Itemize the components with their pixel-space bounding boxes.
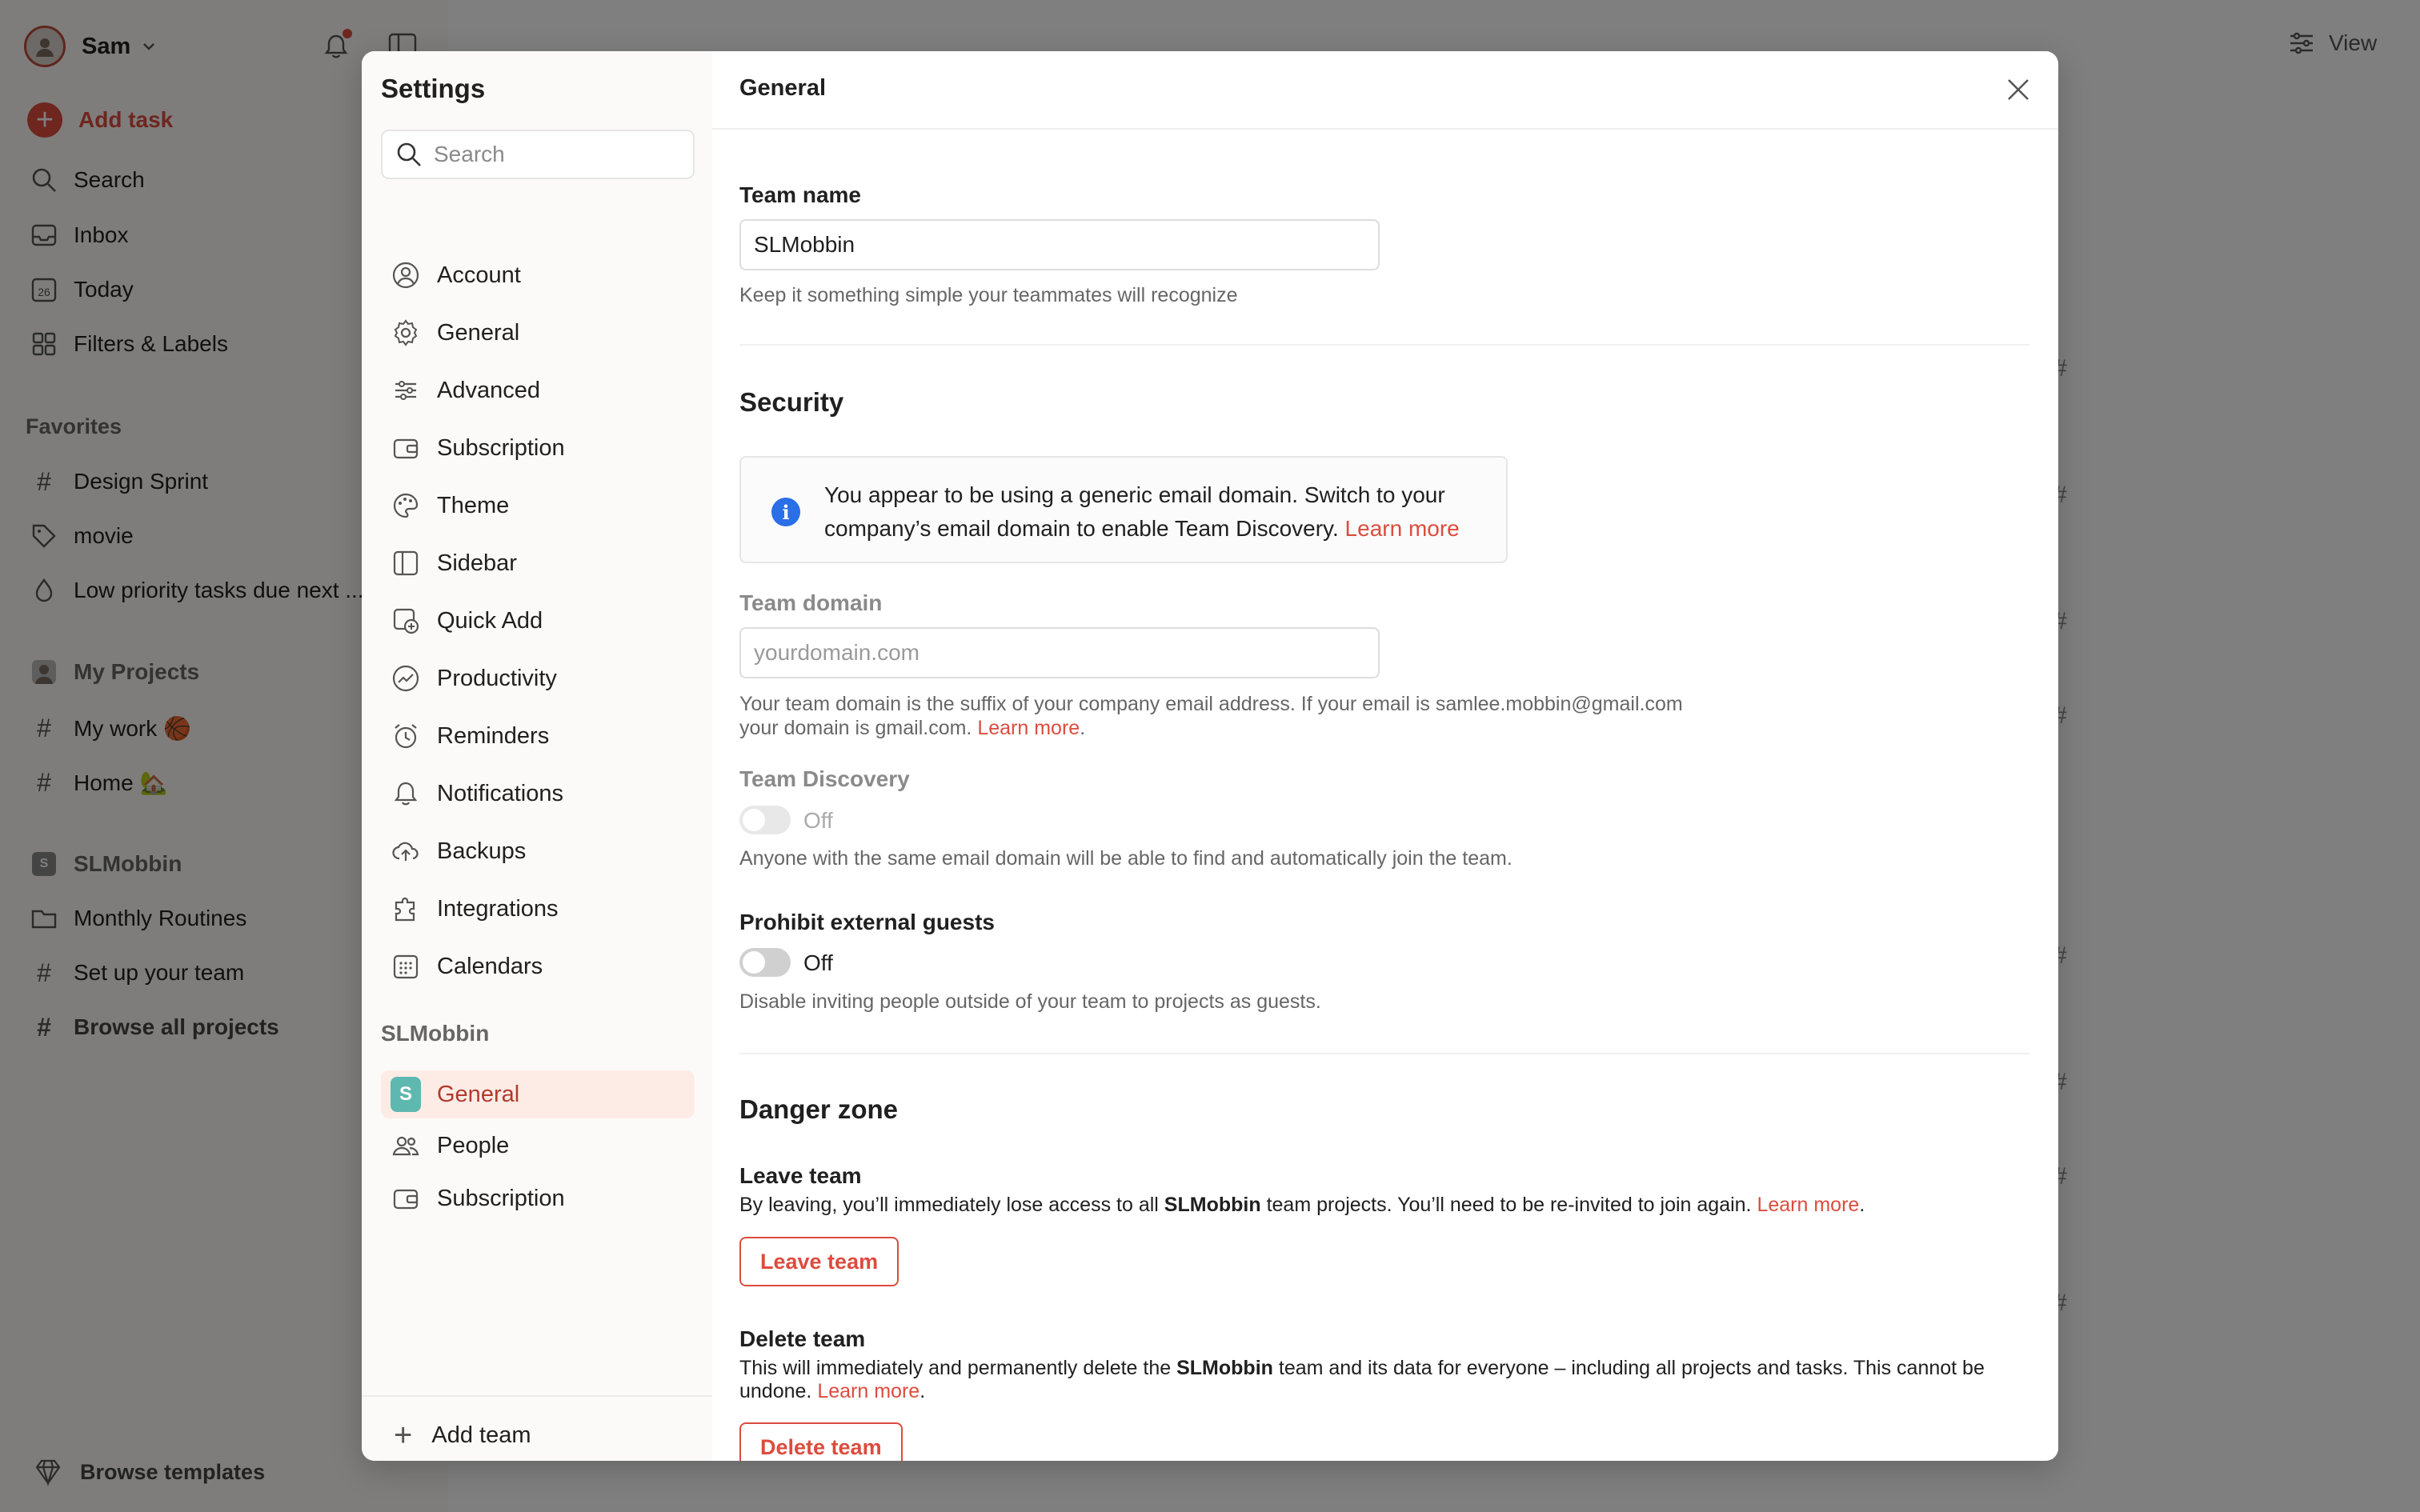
leave-team-description: By leaving, you’ll immediately lose access to all SLMobbin team projects. You’ll need to be re-invited to join again. Learn more.	[739, 1194, 1865, 1216]
alarm-clock-icon	[391, 721, 421, 751]
settings-item-subscription[interactable]: Subscription	[381, 426, 695, 470]
team-badge: S	[391, 1079, 421, 1110]
divider	[739, 344, 2029, 346]
settings-item-sidebar[interactable]: Sidebar	[381, 541, 695, 586]
learn-more-link[interactable]: Learn more	[1344, 516, 1460, 541]
security-heading: Security	[739, 387, 844, 417]
close-icon[interactable]	[2002, 74, 2034, 106]
trend-icon	[391, 663, 421, 694]
info-banner	[739, 456, 1508, 563]
settings-item-backups[interactable]: Backups	[381, 829, 695, 874]
settings-team-general[interactable]: S General	[381, 1070, 695, 1118]
team-domain-field[interactable]	[739, 627, 1380, 678]
calendar-icon	[391, 951, 421, 982]
wallet-icon	[391, 1183, 421, 1214]
settings-modal	[362, 51, 2058, 1461]
prohibit-guests-state: Off	[803, 950, 833, 975]
team-name-field[interactable]	[739, 219, 1380, 270]
info-text: You appear to be using a generic email domain. Switch to your company’s email domain to enable Team Discovery. Learn more	[824, 482, 1460, 541]
content-header	[712, 51, 2058, 130]
delete-team-button[interactable]: Delete team	[739, 1422, 903, 1461]
learn-more-link[interactable]: Learn more	[977, 717, 1080, 739]
search-icon	[395, 141, 423, 168]
settings-item-account[interactable]: Account	[381, 253, 695, 298]
prohibit-guests-label: Prohibit external guests	[739, 910, 995, 934]
team-discovery-toggle[interactable]	[739, 806, 791, 834]
settings-team-people[interactable]: People	[381, 1123, 695, 1168]
learn-more-link[interactable]: Learn more	[1757, 1194, 1860, 1216]
settings-item-quick-add[interactable]: Quick Add	[381, 598, 695, 643]
team-name-input[interactable]	[754, 232, 1365, 258]
team-name-help: Keep it something simple your teammates will recognize	[739, 284, 1238, 306]
account-icon	[391, 260, 421, 290]
settings-team-heading: SLMobbin	[381, 1021, 490, 1046]
plus-icon: +	[394, 1417, 413, 1453]
add-team-button[interactable]: + Add team	[394, 1417, 531, 1453]
settings-item-general[interactable]: General	[381, 310, 695, 355]
gear-icon	[391, 318, 421, 348]
people-icon	[391, 1130, 421, 1161]
leave-team-title: Leave team	[739, 1163, 862, 1188]
settings-item-calendars[interactable]: Calendars	[381, 944, 695, 989]
danger-zone-heading: Danger zone	[739, 1094, 899, 1124]
sliders-icon	[391, 375, 421, 406]
quick-add-icon	[391, 606, 421, 636]
settings-search-input[interactable]	[434, 142, 690, 167]
leave-team-button[interactable]: Leave team	[739, 1237, 899, 1286]
delete-team-description: This will immediately and permanently delete the SLMobbin team and its data for everyone – including all projects and tasks. This cannot be undone. Learn more.	[739, 1357, 1985, 1402]
divider	[739, 1053, 2029, 1054]
prohibit-guests-toggle[interactable]	[739, 948, 791, 977]
settings-item-notifications[interactable]: Notifications	[381, 771, 695, 816]
team-domain-input[interactable]	[754, 640, 1365, 666]
info-icon: i	[771, 498, 800, 526]
settings-item-productivity[interactable]: Productivity	[381, 656, 695, 701]
settings-item-advanced[interactable]: Advanced	[381, 368, 695, 413]
team-name-label: Team name	[739, 182, 861, 207]
team-domain-label: Team domain	[739, 590, 883, 615]
cloud-upload-icon	[391, 836, 421, 866]
team-discovery-help: Anyone with the same email domain will be able to find and automatically join the team.	[739, 847, 1512, 870]
wallet-icon	[391, 433, 421, 463]
settings-content	[712, 51, 2058, 1461]
settings-item-theme[interactable]: Theme	[381, 483, 695, 528]
sidebar-icon	[391, 548, 421, 578]
settings-search[interactable]	[381, 130, 695, 179]
puzzle-icon	[391, 894, 421, 924]
settings-sidebar	[362, 51, 712, 1461]
divider	[362, 1395, 712, 1397]
prohibit-guests-help: Disable inviting people outside of your team to projects as guests.	[739, 990, 1321, 1013]
bell-icon	[391, 778, 421, 809]
team-domain-help: Your team domain is the suffix of your company email address. If your email is samlee.mobbin@gmail.com your domain is gmail.com. Learn more.	[739, 693, 1683, 739]
settings-title: Settings	[381, 74, 486, 103]
learn-more-link[interactable]: Learn more	[817, 1380, 920, 1402]
team-discovery-label: Team Discovery	[739, 766, 910, 791]
delete-team-title: Delete team	[739, 1326, 866, 1351]
settings-item-integrations[interactable]: Integrations	[381, 886, 695, 931]
settings-team-subscription[interactable]: Subscription	[381, 1176, 695, 1221]
team-discovery-state: Off	[803, 808, 833, 833]
page-title: General	[739, 75, 826, 101]
palette-icon	[391, 490, 421, 521]
settings-item-reminders[interactable]: Reminders	[381, 714, 695, 758]
